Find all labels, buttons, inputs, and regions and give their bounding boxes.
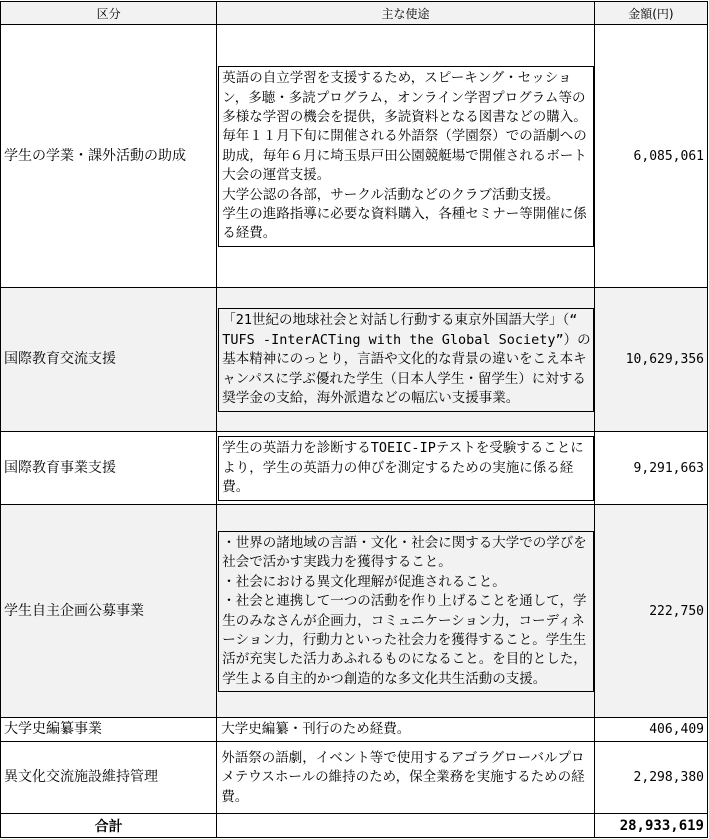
usage-line: 「21世紀の地球社会と対話し行動する東京外国語大学」（“ TUFS -InterACTing with the Global Society”）の基本精神にのっとり，言語や文化的な背景の違いをこえ本キャンパスに学ぶ優れた学生（日本人学生・留学生）に対する奨学金の支給，海外派遣などの幅広い支援事業。: [222, 312, 591, 407]
usage-line: 外語祭の語劇，イベント等で使用するアゴラグローバルプロメテウスホールの維持のため，保全業務を実施するための経費。: [221, 749, 585, 805]
usage-line: 毎年１１月下旬に開催される外語祭（学園祭）での語劇への助成，毎年６月に埼玉県戸田公園競艇場で開催されるボート大会の運営支援。: [222, 128, 587, 184]
header-category: 区分: [1, 2, 217, 25]
usage-cell: [217, 505, 595, 718]
usage-cell: [217, 288, 595, 432]
category-cell: 学生自主企画公募事業: [1, 505, 217, 718]
usage-cell: [217, 742, 595, 814]
usage-cell: [217, 25, 595, 288]
usage-cell: [217, 718, 595, 742]
usage-line: 学生の英語力を診断するTOEIC-IPテストを受験することにより，学生の英語力の伸びを測定するための実施に係る経費。: [222, 440, 584, 496]
category-cell: 国際教育交流支援: [1, 288, 217, 432]
usage-line: 大学公認の各部，サークル活動などのクラブ活動支援。: [222, 186, 560, 203]
total-label: 合計: [1, 814, 217, 838]
usage-line: 英語の自立学習を支援するため，スピーキング・セッション，多聴・多読プログラム，オンライン学習プログラム等の多様な学習の機会を提供，多読資料となる図書などの購入。: [222, 70, 587, 125]
usage-line: 学生の進路指導に必要な資料購入，各種セミナー等開催に係る経費。: [222, 206, 587, 242]
header-amount: 金額(円): [594, 2, 707, 25]
category-cell: 学生の学業・課外活動の助成: [1, 25, 217, 288]
total-amount: 28,933,619: [594, 814, 707, 838]
usage-text-block: [218, 436, 594, 500]
header-usage: 主な使途: [217, 2, 595, 25]
table-row: [1, 742, 708, 814]
table-row: [1, 288, 708, 432]
amount-cell: 406,409: [594, 718, 707, 742]
usage-line: ・社会と連携して一つの活動を作り上げることを通して，学生のみなさんが企画力，コミュニケーション力，コーディネーション力，行動力といった社会力を獲得すること。学生生活が充実した活力あふれるものになること。を目的とした，学生よる自主的かつ創造的な多文化共生活動の支援。: [222, 593, 587, 687]
total-usage-cell: [217, 814, 595, 838]
usage-line: 大学史編纂・刊行のため経費。: [221, 721, 411, 738]
table-row: [1, 505, 708, 718]
amount-cell: 9,291,663: [594, 432, 707, 505]
usage-line: ・社会における異文化理解が促進されること。: [222, 573, 506, 590]
table-row: [1, 718, 708, 742]
category-cell: 国際教育事業支援: [1, 432, 217, 505]
usage-text-block: [218, 66, 594, 247]
amount-cell: 6,085,061: [594, 25, 707, 288]
usage-text-block: [218, 308, 594, 411]
usage-line: ・世界の諸地域の言語・文化・社会に関する大学での学びを社会で活かす実践力を獲得すること。: [222, 534, 587, 571]
header-row: [1, 2, 708, 25]
amount-cell: 2,298,380: [594, 742, 707, 814]
category-cell: 大学史編纂事業: [1, 718, 217, 742]
amount-cell: 10,629,356: [594, 288, 707, 432]
total-row: [1, 814, 708, 838]
table-row: [1, 432, 708, 505]
usage-text-block: [218, 531, 594, 692]
table-row: [1, 25, 708, 288]
amount-cell: 222,750: [594, 505, 707, 718]
usage-cell: [217, 432, 595, 505]
category-cell: 異文化交流施設維持管理: [1, 742, 217, 814]
budget-table: [0, 1, 708, 838]
